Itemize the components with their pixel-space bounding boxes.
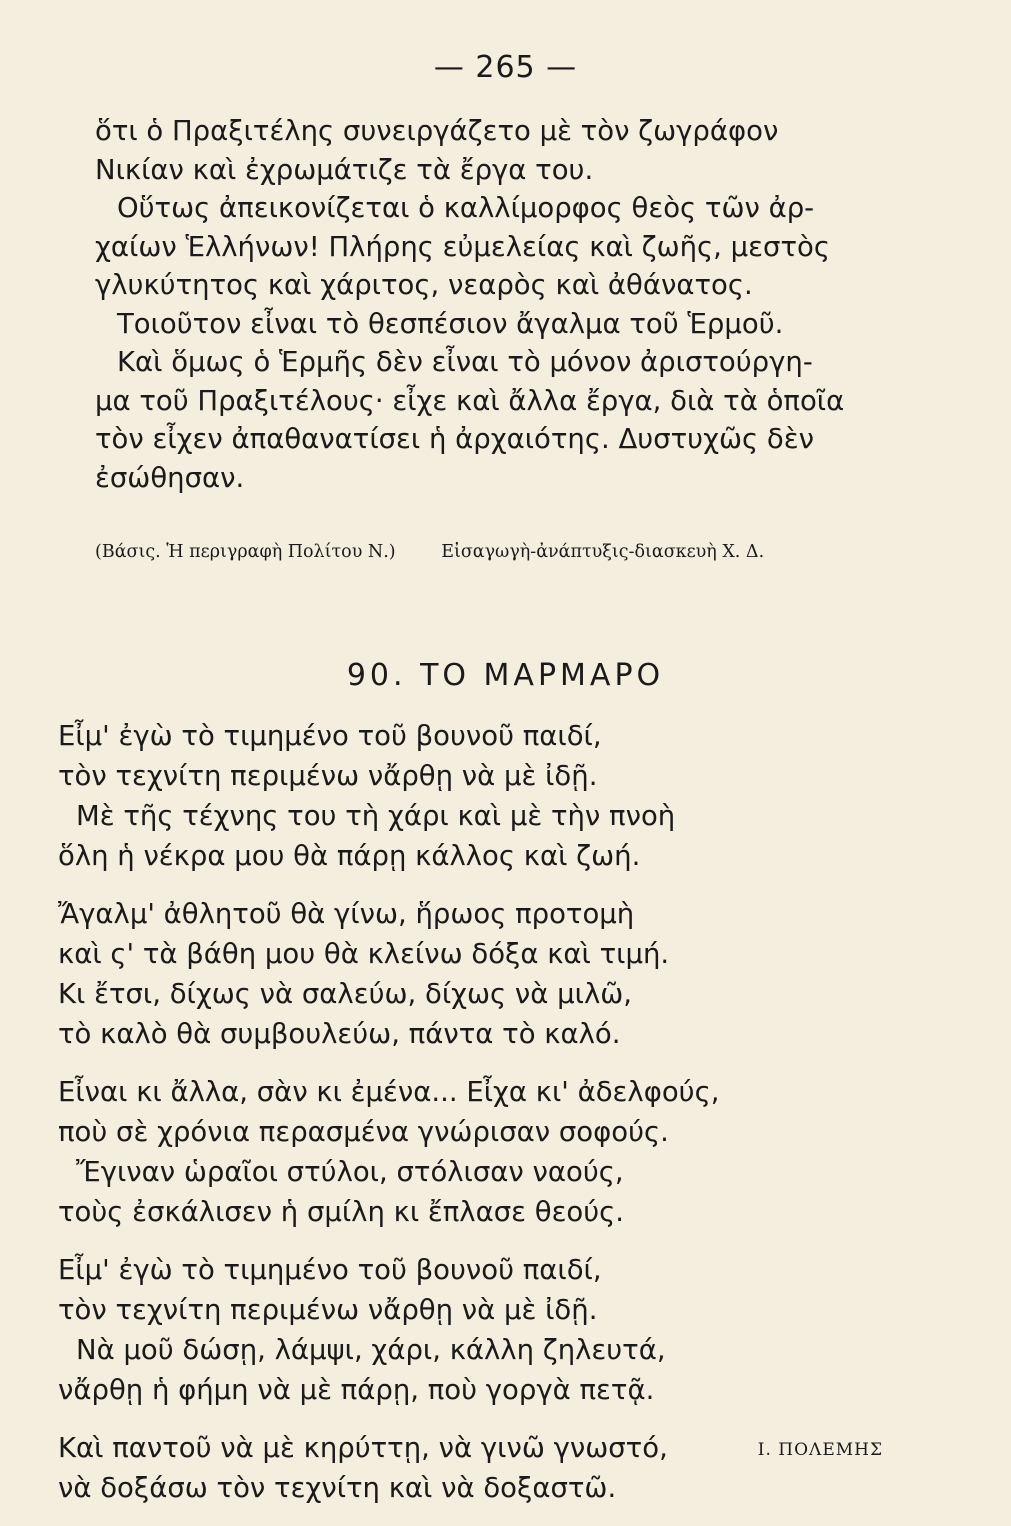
prose-line: Καὶ ὅμως ὁ Ἑρμῆς δὲν εἶναι τὸ μόνον ἀριστούργη- (117, 346, 813, 378)
verse-line: τὸν τεχνίτη περιμένω νἄρθῃ νὰ μὲ ἰδῇ. (58, 1294, 598, 1326)
stanza (58, 1072, 818, 1232)
poem-title: 90. ΤΟ ΜΑΡΜΑΡΟ (346, 658, 665, 693)
verse-line: Ἔγιναν ὡραῖοι στύλοι, στόλισαν ναούς, (76, 1156, 624, 1188)
prose-line: ἐσώθησαν. (95, 461, 245, 494)
verse-line: τὸν τεχνίτη περιμένω νἄρθῃ νὰ μὲ ἰδῇ. (58, 760, 598, 792)
verse-line: τὸ καλὸ θὰ συμβουλεύω, πάντα τὸ καλό. (58, 1018, 621, 1050)
prose-line: Οὕτως ἀπεικονίζεται ὁ καλλίμορφος θεὸς τῶν ἀρ- (117, 192, 815, 224)
verse-line: Μὲ τῆς τέχνης του τὴ χάρι καὶ μὲ τὴν πνοὴ (76, 800, 676, 832)
verse-line: Εἶμ' ἐγὼ τὸ τιμημένο τοῦ βουνοῦ παιδί, (58, 720, 602, 752)
prose-line: γλυκύτητος καὶ χάριτος, νεαρὸς καὶ ἀθάνατος. (95, 269, 753, 301)
source-right: Εἰσαγωγὴ-ἀνάπτυξις-διασκευὴ Χ. Δ. (441, 542, 765, 562)
page-number: — 265 — (433, 50, 578, 85)
stanza (58, 716, 818, 876)
stanza (58, 1250, 818, 1410)
poem (58, 716, 818, 1526)
verse-line: ποὺ σὲ χρόνια περασμένα γνώρισαν σοφούς. (58, 1116, 669, 1148)
prose-line: ὅτι ὁ Πραξιτέλης συνειργάζετο μὲ τὸν ζωγράφον (95, 115, 779, 147)
prose-line: μα τοῦ Πραξιτέλους· εἶχε καὶ ἄλλα ἔργα, διὰ τὰ ὁποῖα (95, 384, 845, 417)
verse-line: ὅλη ἡ νέκρα μου θὰ πάρῃ κάλλος καὶ ζωή. (58, 840, 641, 872)
source-citation (95, 542, 895, 562)
prose-line: Νικίαν καὶ ἐχρωμάτιζε τὰ ἔργα του. (95, 153, 594, 186)
verse-line: νἄρθῃ ἡ φήμη νὰ μὲ πάρῃ, ποὺ γοργὰ πετᾷ. (58, 1374, 655, 1406)
source-left: (Βάσις. Ἡ περιγραφὴ Πολίτου Ν.) (95, 542, 396, 562)
prose-line: χαίων Ἑλλήνων! Πλήρης εὐμελείας καὶ ζωῆς, μεστὸς (95, 230, 830, 263)
verse-line: Νὰ μοῦ δώσῃ, λάμψι, χάρι, κάλλη ζηλευτά, (76, 1334, 666, 1366)
verse-line: Εἶναι κι ἄλλα, σὰν κι ἐμένα... Εἶχα κι' ἀδελφούς, (58, 1076, 720, 1108)
verse-line: Καὶ παντοῦ νὰ μὲ κηρύττῃ, νὰ γινῶ γνωστό, (58, 1432, 668, 1464)
stanza (58, 1428, 818, 1508)
verse-line: Ἄγαλμ' ἀθλητοῦ θὰ γίνω, ἥρωος προτομὴ (58, 898, 635, 930)
prose-line: Τοιοῦτον εἶναι τὸ θεσπέσιον ἄγαλμα τοῦ Ἑρμοῦ. (117, 307, 784, 340)
stanza (58, 894, 818, 1054)
verse-line: καὶ ς' τὰ βάθη μου θὰ κλείνω δόξα καὶ τιμή. (58, 938, 670, 970)
verse-line: Εἶμ' ἐγὼ τὸ τιμημένο τοῦ βουνοῦ παιδί, (58, 1254, 602, 1286)
poem-author: Ι. ΠΟΛΕΜΗΣ (757, 1440, 883, 1460)
prose-block (95, 112, 895, 497)
verse-line: Κι ἔτσι, δίχως νὰ σαλεύω, δίχως νὰ μιλῶ, (58, 978, 632, 1010)
verse-line: νὰ δοξάσω τὸν τεχνίτη καὶ νὰ δοξαστῶ. (58, 1472, 617, 1504)
verse-line: τοὺς ἐσκάλισεν ἡ σμίλη κι ἔπλασε θεούς. (58, 1196, 625, 1228)
prose-line: τὸν εἶχεν ἀπαθανατίσει ἡ ἀρχαιότης. Δυστυχῶς δὲν (95, 423, 814, 455)
